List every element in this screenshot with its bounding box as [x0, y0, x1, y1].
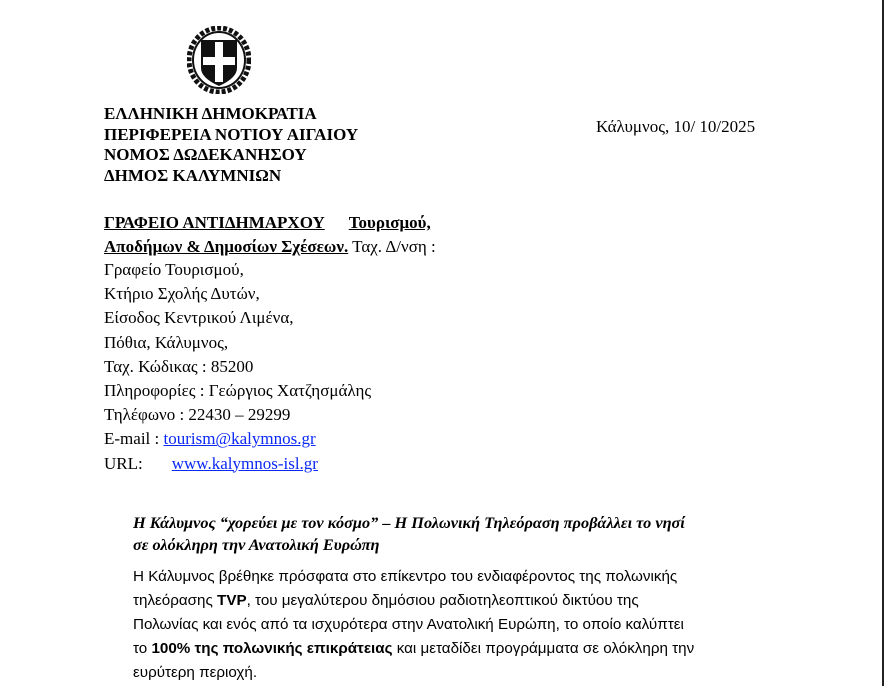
greek-coat-of-arms-icon: [187, 26, 251, 94]
address-label: Ταχ. Δ/νση :: [348, 237, 436, 256]
website-link[interactable]: www.kalymnos-isl.gr: [171, 453, 318, 473]
address-line: Κτήριο Σχολής Δυτών,: [104, 284, 260, 304]
letterhead: [104, 104, 358, 187]
office-title-cont: Τουρισμού,: [348, 213, 431, 232]
letterhead-line: ΔΗΜΟΣ ΚΑΛΥΜΝΙΩΝ: [104, 166, 282, 186]
article-headline: [133, 512, 773, 556]
letterhead-line: ΠΕΡΙΦΕΡΕΙΑ ΝΟΤΙΟΥ ΑΙΓΑΙΟΥ: [104, 124, 359, 144]
contact-person: Πληροφορίες : Γεώργιος Χατζησμάλης: [104, 381, 372, 401]
body-line: Η Κάλυμνος βρέθηκε πρόσφατα στο επίκεντρο του ενδιαφέροντος της πολωνικής: [133, 568, 678, 585]
address-line: Γραφείο Τουρισμού,: [104, 260, 244, 279]
body-bold-segment: TVP: [217, 592, 247, 609]
address-line: Πόθια, Κάλυμνος,: [104, 332, 229, 352]
letterhead-line: ΕΛΛΗΝΙΚΗ ΔΗΜΟΚΡΑΤΙΑ: [104, 104, 317, 123]
url-label: URL:: [104, 453, 143, 473]
document-date: Κάλυμνος, 10/ 10/2025: [596, 117, 756, 136]
body-bold-segment: 100% της πολωνικής επικράτειας: [151, 640, 393, 657]
body-line: [133, 637, 773, 661]
body-text-segment: , του μεγαλύτερου δημόσιου ραδιοτηλεοπτικού δικτύου της: [246, 592, 639, 609]
postal-code: Ταχ. Κώδικας : 85200: [104, 356, 254, 376]
body-line: [133, 589, 773, 613]
body-line: ευρύτερη περιοχή.: [133, 664, 258, 681]
article-body: [133, 565, 773, 685]
headline-line: σε ολόκληρη την Ανατολική Ευρώπη: [133, 535, 380, 554]
body-text-segment: τηλεόρασης: [133, 592, 218, 609]
email-label: E-mail :: [104, 429, 164, 449]
phone: Τηλέφωνο : 22430 – 29299: [104, 405, 291, 425]
office-title: ΓΡΑΦΕΙΟ ΑΝΤΙΔΗΜΑΡΧΟΥ: [104, 213, 325, 232]
office-block: [104, 211, 436, 259]
office-subtitle: Αποδήμων & Δημοσίων Σχέσεων.: [104, 237, 349, 256]
letterhead-line: ΝΟΜΟΣ ΔΩΔΕΚΑΝΗΣΟΥ: [104, 145, 307, 165]
headline-line: Η Κάλυμνος “χορεύει με τον κόσμο” – Η Πολωνική Τηλεόραση προβάλλει το νησί: [133, 513, 685, 532]
body-text-segment: και μεταδίδει προγράμματα σε ολόκληρη την: [392, 640, 695, 657]
body-text-segment: το: [133, 640, 152, 657]
address-block: [104, 258, 371, 476]
address-line: Είσοδος Κεντρικού Λιμένα,: [104, 308, 294, 328]
email-row: [104, 427, 371, 451]
email-link[interactable]: tourism@kalymnos.gr: [163, 429, 316, 449]
url-row: [104, 452, 371, 476]
body-line: Πολωνίας και ενός από τα ισχυρότερα στην Ανατολική Ευρώπη, το οποίο καλύπτει: [133, 616, 684, 633]
